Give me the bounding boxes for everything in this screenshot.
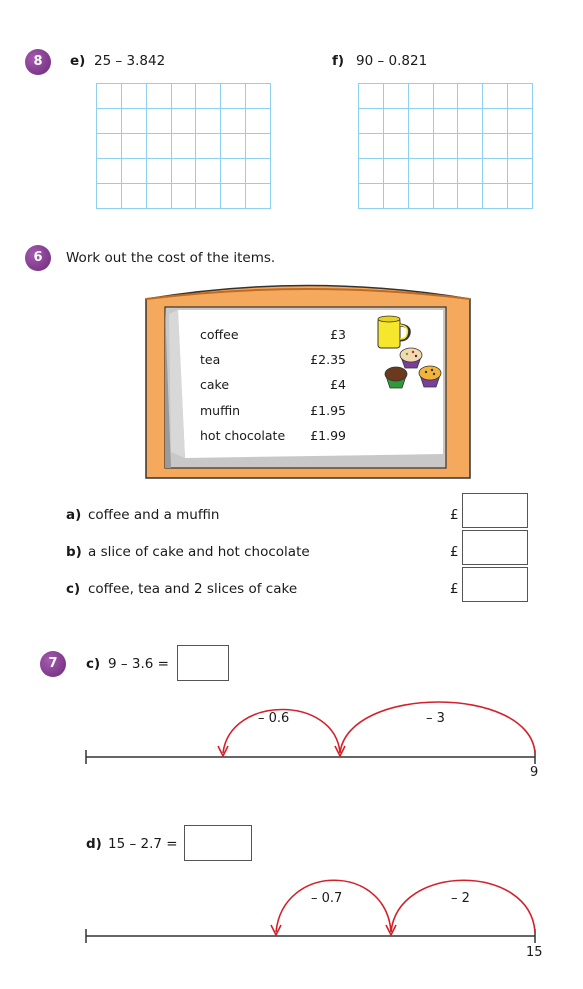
part-d7-label: d) [86,836,102,852]
number-line-c [80,690,550,770]
number-line-c-end-label: 9 [530,765,539,780]
part-d7-answer-box[interactable] [184,825,252,861]
menu-item-coffee: coffee [200,327,239,342]
question-6-badge: 6 [25,245,51,271]
number-line-d [80,868,550,948]
jump-label-d2: – 2 [451,891,470,906]
menu-price-tea: £2.35 [310,352,346,367]
menu-item-hot-chocolate: hot chocolate [200,428,286,443]
menu-price-coffee: £3 [330,327,346,342]
working-grid-e[interactable] [96,83,271,209]
part-a-answer-box[interactable] [462,493,528,528]
jump-label-c1: – 0.6 [258,711,290,726]
jump-label-c2: – 3 [426,711,445,726]
menu-price-hot-chocolate: £1.99 [310,428,346,443]
part-c-answer-box[interactable] [462,567,528,602]
jump-label-d1: – 0.7 [311,891,343,906]
part-f-label: f) [332,53,345,69]
menu-item-tea: tea [200,352,221,367]
part-d7-expression: 15 – 2.7 = [108,836,178,852]
menu-price-muffin: £1.95 [310,403,346,418]
question-8-badge: 8 [25,49,51,75]
menu-price-cake: £4 [330,377,346,392]
part-f-expression: 90 – 0.821 [356,53,428,69]
part-a-currency: £ [450,507,459,523]
part-c-label: c) [66,581,81,597]
part-c7-expression: 9 – 3.6 = [108,656,169,672]
menu-item-cake: cake [200,377,230,392]
part-c-text: coffee, tea and 2 slices of cake [88,581,298,597]
number-line-d-end-label: 15 [526,945,543,960]
part-b-answer-box[interactable] [462,530,528,565]
q6-instruction: Work out the cost of the items. [66,250,276,266]
part-c-currency: £ [450,581,459,597]
part-a-text: coffee and a muffin [88,507,220,523]
question-7-badge: 7 [40,651,66,677]
part-b-label: b) [66,544,82,560]
part-e-label: e) [70,53,86,69]
part-a-label: a) [66,507,82,523]
part-e-expression: 25 – 3.842 [94,53,166,69]
menu-item-muffin: muffin [200,403,241,418]
part-b-currency: £ [450,544,459,560]
part-b-text: a slice of cake and hot chocolate [88,544,310,560]
part-c7-answer-box[interactable] [177,645,229,681]
part-c7-label: c) [86,656,101,672]
working-grid-f[interactable] [358,83,533,209]
